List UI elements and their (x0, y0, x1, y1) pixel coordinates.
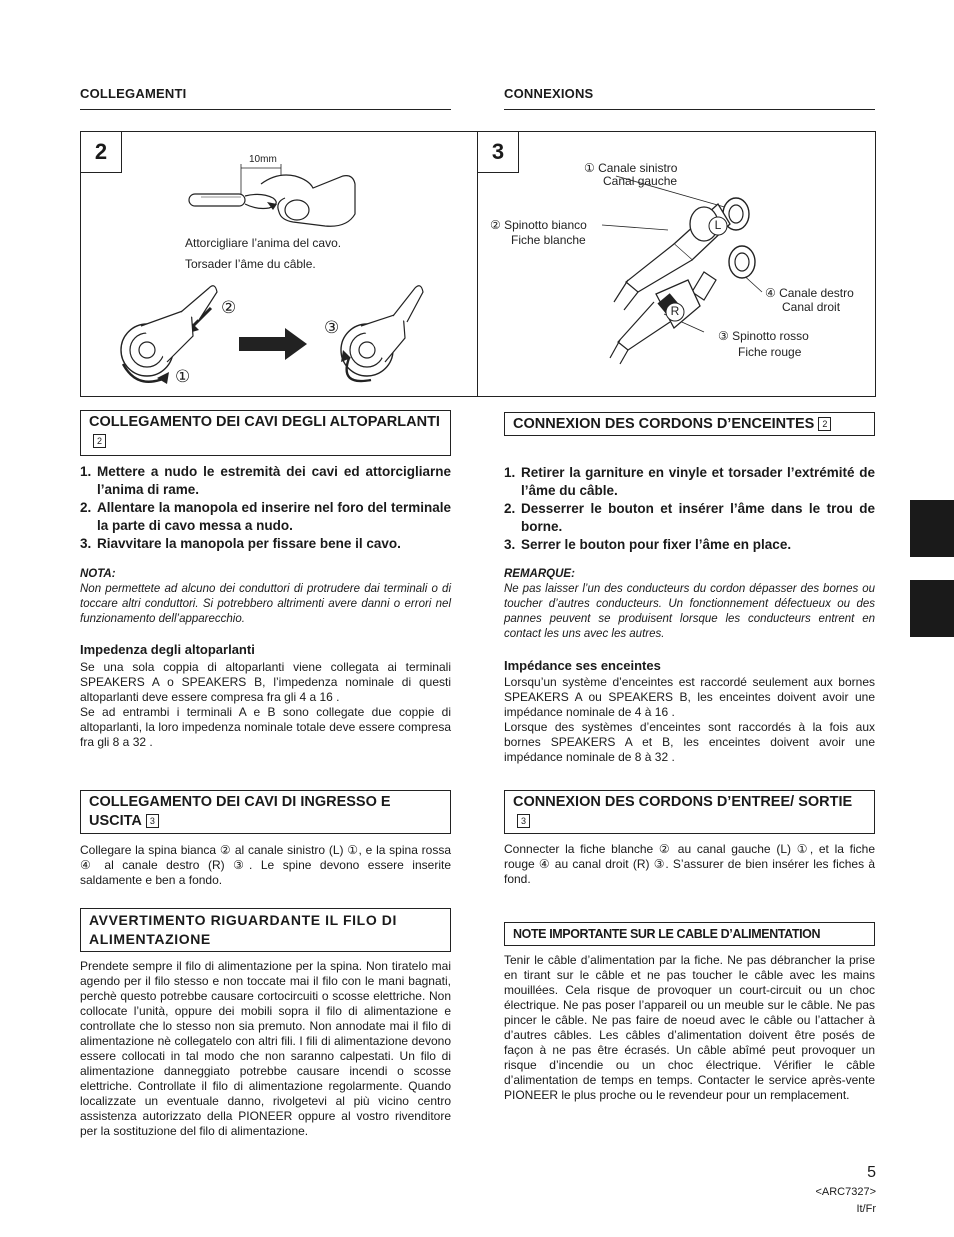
dimension-label: 10mm (249, 154, 277, 165)
label-3-fr: Fiche rouge (738, 345, 802, 359)
it-io-section-title: COLLEGAMENTO DEI CAVI DI INGRESSO E USCITA 3 (80, 790, 451, 834)
it-note-text: Non permettete ad alcuno dei conduttori di protrudere dai terminali o di toccare altri conduttori. Si potrebbero altrimenti avere danni o errori nel funzionamento dell’apparecchio. (80, 583, 451, 625)
mark-1: ① (175, 367, 191, 386)
fr-step-1: 1. Retirer la garniture en vinyle et torsader l’extrémité de l’âme du câble. (504, 465, 875, 498)
it-io-text: Collegare la spina bianca ② al canale sinistro (L) ①, e la spina rossa ④ al canale destro (R) ③. Le spine devono essere inserite saldamente e ben a fondo. (80, 843, 451, 887)
fr-power-text: Tenir le câble d’alimentation par la fiche. Ne pas débrancher la prise en tirant sur le câble et ne pas toucher le câble avec les mains mouillées. Cela risque de provoquer un court-circuit ou un choc électrique. Ne pas poser l’appareil ou un meuble sur le câble. Ne pas pincer le câble. Ne pas faire de noeud avec le câble ou l’attacher à d’autres câbles. Les câbles d’alimentation doivent être posés de façon à ne pas être écrasés. Un câble abîmé peut provoquer un risque d’incendie ou un choc électrique. Vérifier le câble d’alimentation de temps en temps. Contacter le service après-vente PIONEER le plus proche ou le revendeur pour un remplacement. (504, 953, 875, 1102)
figure-ref-3-fr: 3 (517, 814, 530, 828)
figure-ref-3: 3 (146, 814, 159, 828)
fr-impedance-title: Impédance ses enceintes (504, 658, 661, 673)
figure-3-number: 3 (478, 132, 519, 173)
it-step-2: 2. Allentare la manopola ed inserire nel foro del terminale la parte di cavo messa a nudo. (80, 500, 451, 533)
header-left: COLLEGAMENTI (80, 86, 187, 101)
it-impedance-p1: Se una sola coppia di altoparlanti viene collegata ai terminali SPEAKERS A o SPEAKERS B, l’impedenza nominale di questi altoparlanti deve essere compresa fra gli 4 a 16 . (80, 660, 451, 704)
fr-io-text: Connecter la fiche blanche ② au canal gauche (L) ①, et la fiche rouge ④ au canal droit (R) ③. S’assurer de bien insérer les fiches à fond. (504, 842, 875, 886)
figure-2-number: 2 (81, 132, 122, 173)
figure-3 (477, 131, 876, 397)
header-right: CONNEXIONS (504, 86, 594, 101)
doc-code: <ARC7327> (815, 1186, 876, 1198)
language-code: It/Fr (856, 1203, 876, 1215)
plug-r-label: R (670, 304, 680, 318)
page-number: 5 (867, 1164, 876, 1181)
caption-it: Attorcigliare l’anima del cavo. (185, 236, 342, 250)
mark-2: ② (221, 298, 237, 317)
fr-note-label: REMARQUE: (504, 568, 575, 580)
plug-l-label: L (714, 218, 722, 232)
label-4-fr: Canal droit (782, 300, 841, 314)
fr-power-section-title: NOTE IMPORTANTE SUR LE CABLE D’ALIMENTATION (504, 922, 875, 946)
it-speaker-section-title: COLLEGAMENTO DEI CAVI DEGLI ALTOPARLANTI2 (80, 410, 451, 456)
it-step-1: 1. Mettere a nudo le estremità dei cavi ed attorcigliarne l’anima di rame. (80, 464, 451, 497)
fr-step-2: 2. Desserrer le bouton et insérer l’âme dans le trou de borne. (504, 501, 875, 534)
header-rule-left (80, 109, 451, 110)
side-tab-upper (910, 500, 954, 557)
it-impedance-title: Impedenza degli altoparlanti (80, 642, 255, 657)
header-rule-right (504, 109, 875, 110)
label-4-it: ④ Canale destro (765, 286, 854, 300)
fr-step-3: 3. Serrer le bouton pour fixer l’âme en place. (504, 537, 792, 552)
it-impedance-p2: Se ad entrambi i terminali A e B sono collegate due coppie di altoparlanti, la loro impedenza nominale totale deve essere compresa fra gli 8 a 32 . (80, 705, 451, 749)
figure-ref-2: 2 (93, 434, 106, 448)
fr-impedance-p1: Lorsqu’un système d’enceintes est raccordé seulement aux bornes SPEAKERS A ou SPEAKERS B, les enceintes doivent avoir une impédance nominale de 4 à 16 . (504, 675, 875, 719)
fr-io-section-title: CONNEXION DES CORDONS D’ENTREE/ SORTIE3 (504, 790, 875, 834)
label-1-fr: Canal gauche (603, 174, 678, 188)
caption-fr: Torsader l’âme du câble. (185, 257, 316, 271)
it-step-3: 3. Riavvitare la manopola per fissare bene il cavo. (80, 536, 401, 551)
label-1-it: ① Canale sinistro (584, 161, 678, 175)
it-power-text: Prendete sempre il filo di alimentazione per la spina. Non tiratelo mai agendo per il filo stesso e non toccate mai il filo con le mani bagnati, perchè questo potrebbe causare cortocircuiti o scosse elettriche. Non collocate l’unità, oppure dei mobili sopra il filo di alimentazione e controllate che lo stesso non sia premuto. Non annodate mai il filo di alimentazione nè collegatelo con altri fili. I fili di alimentazione devono essere collocati in tal modo che non saranno calpestati. Un filo di alimentazione danneggiato potrebbe causare incendi o scosse elettriche. Controllate il filo di alimentazione regolarmente. Quando localizzate un eventuale danno, rivolgetevi al più vicino centro assistenza autorizzato della PIONEER oppure al vostro rivenditore per la sostituzione del filo di alimentazione. (80, 959, 451, 1138)
label-2-it: ② Spinotto bianco (490, 218, 587, 232)
it-note-label: NOTA: (80, 568, 116, 580)
figure-2 (80, 131, 478, 397)
it-steps (80, 463, 451, 553)
label-2-fr: Fiche blanche (511, 233, 586, 247)
figure-ref-2-fr: 2 (818, 417, 831, 431)
fr-steps (504, 464, 875, 554)
fr-speaker-section-title: CONNEXION DES CORDONS D’ENCEINTES 2 (504, 412, 875, 436)
fr-impedance-p2: Lorsque des systèmes d’enceintes sont raccordés à la fois aux bornes SPEAKERS A et B, les enceintes doivent avoir une impédance nominale de 8 à 32 . (504, 720, 875, 764)
label-3-it: ③ Spinotto rosso (718, 329, 809, 343)
fr-note-text: Ne pas laisser l’un des conducteurs du cordon dépasser des bornes ou toucher d’autres conducteurs. Un fonctionnement défectueux ou des pannes peuvent se produisent lorsque les conducteurs entrent en contact les uns avec les autres. (504, 583, 875, 640)
it-power-section-title: AVVERTIMENTO RIGUARDANTE IL FILO DI ALIMENTAZIONE (80, 908, 451, 952)
side-tab-lower (910, 580, 954, 637)
mark-3: ③ (324, 318, 340, 337)
